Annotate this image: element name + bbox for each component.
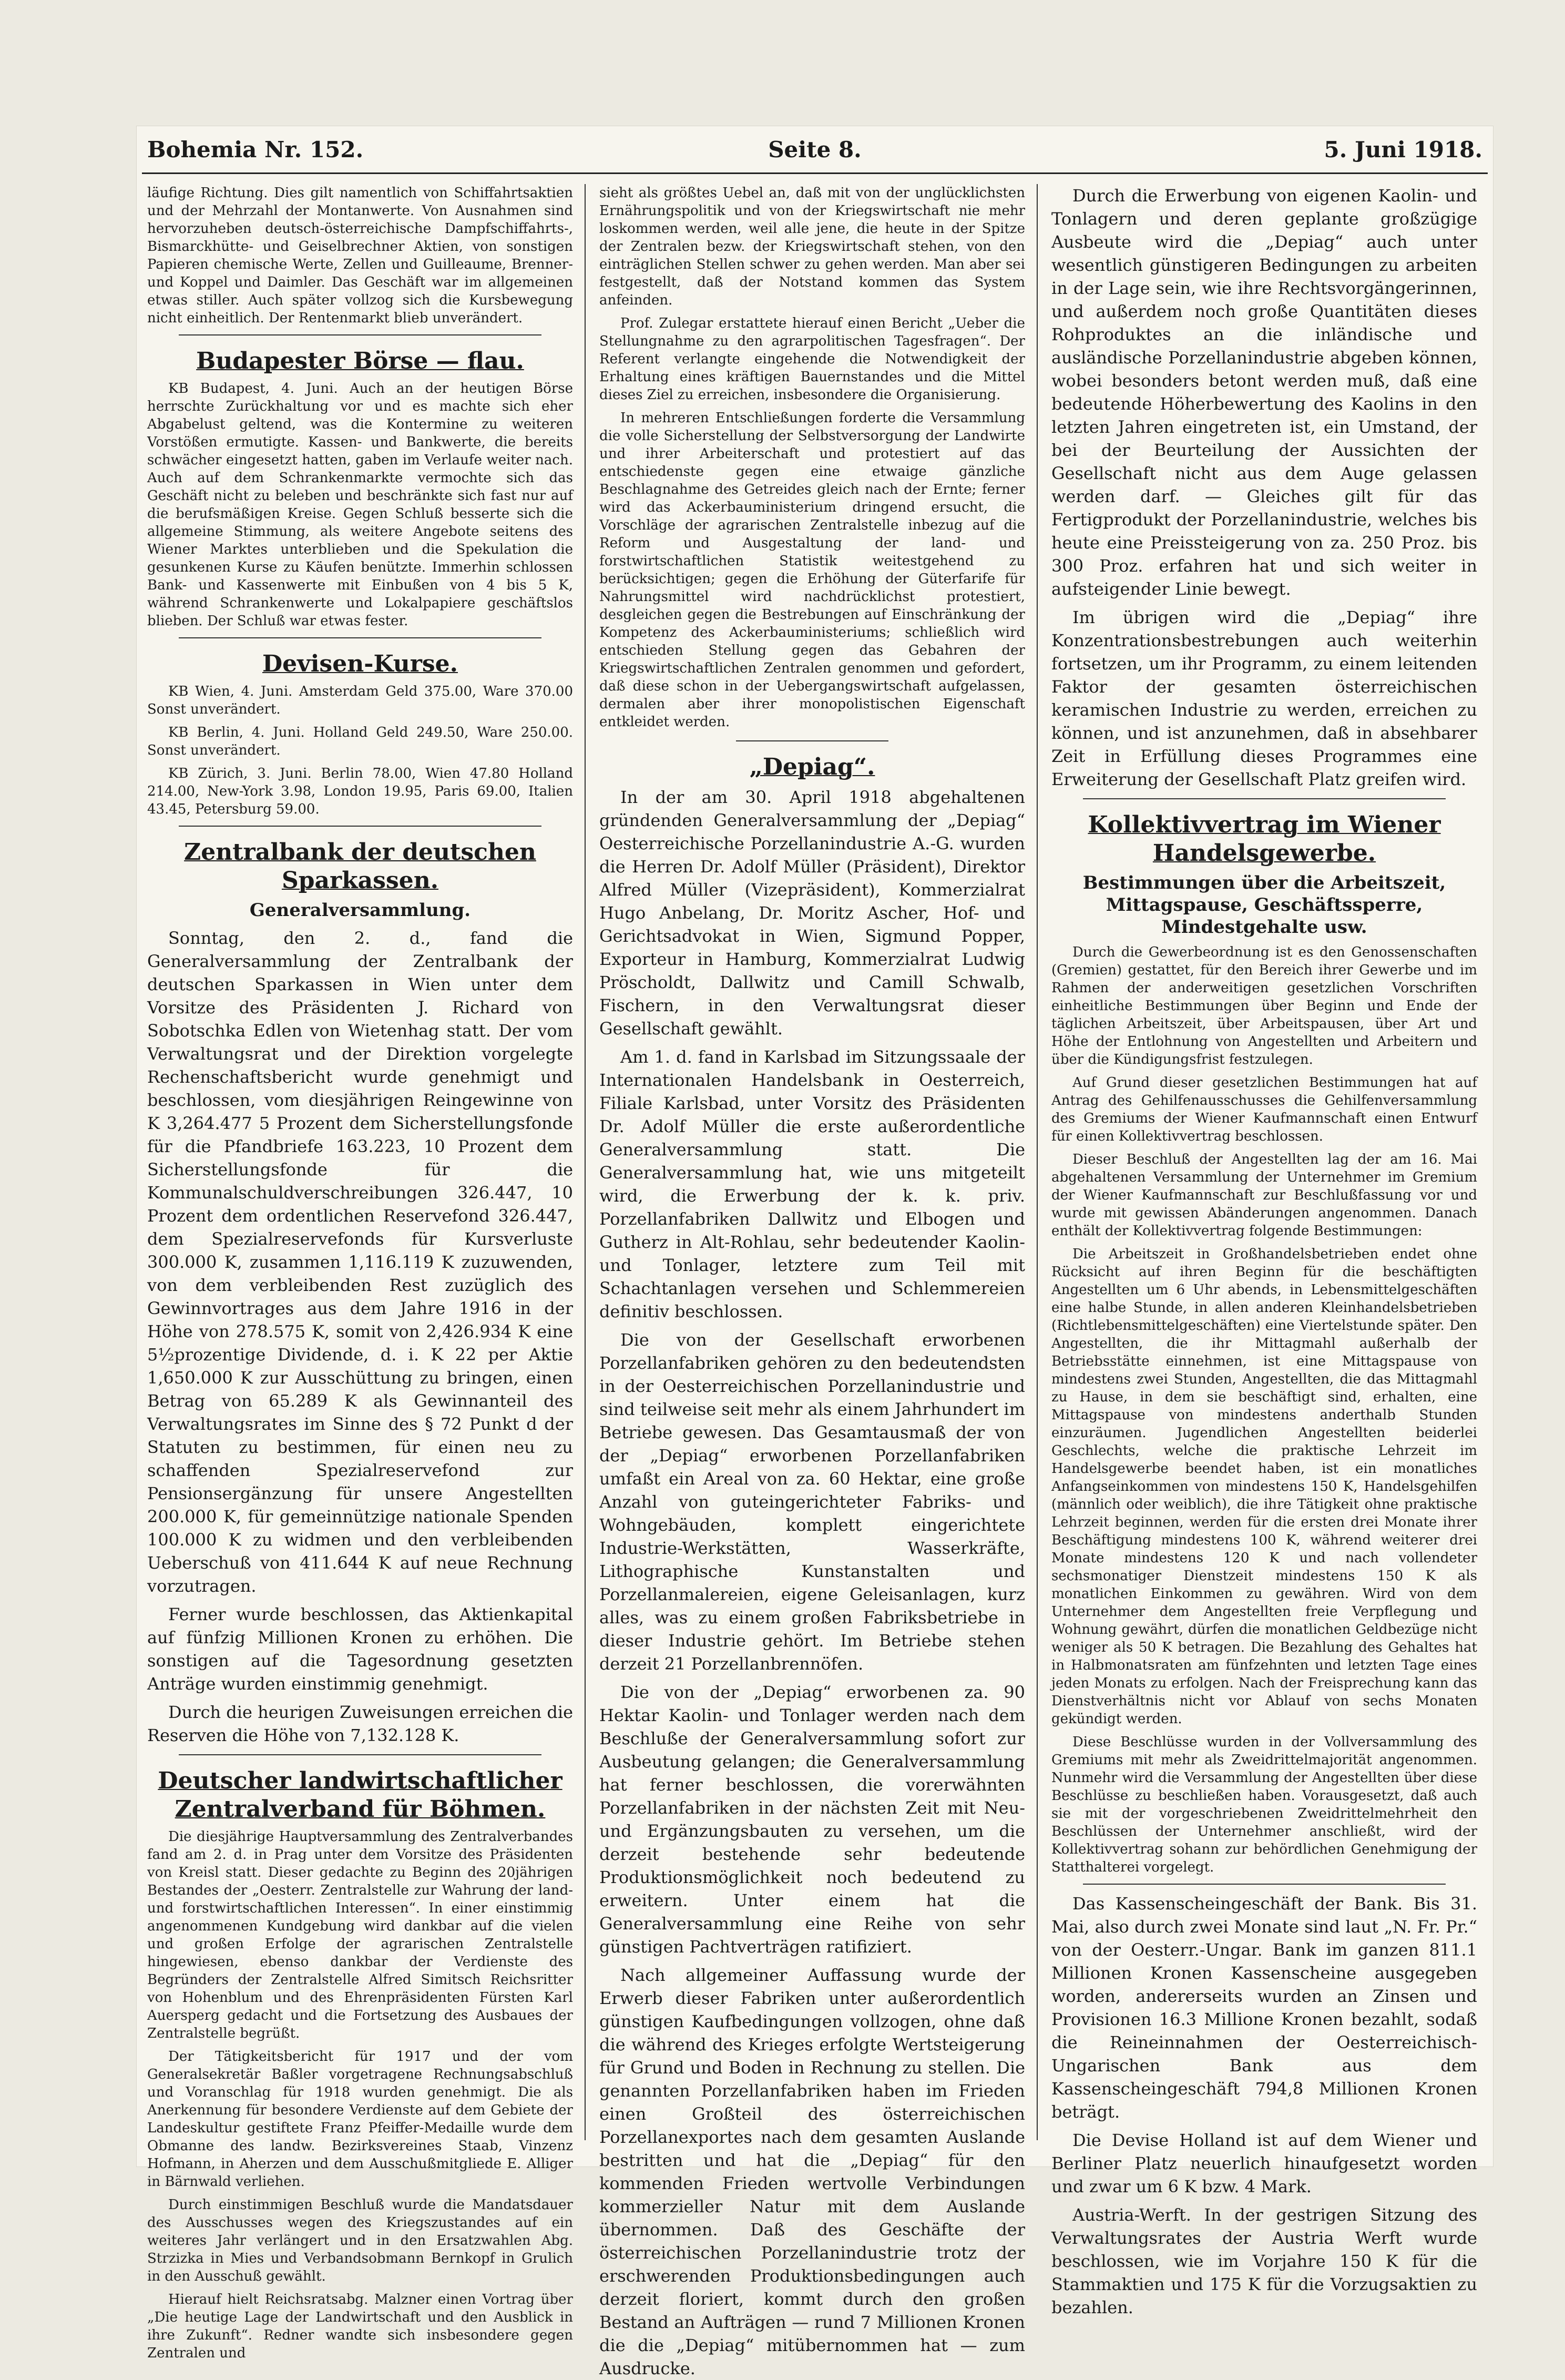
depiag-p4: Die von der „Depiag“ erworbenen za. 90 Hektar Kaolin- und Tonlager werden nach dem Beschluße der Generalversammlung sofort zur Ausbeutung gelangen; die Generalversammlung hat ferner beschlossen, die vorerwähnten Porzellanfabriken in der nächsten Zeit mit Neu- und Ergänzungsbauten zu versehen, um die derzeit bestehende sehr bedeutende Produktionsmöglichkeit noch bedeutend zu erweitern. Unter einem hat die Generalversammlung eine Reihe von sehr günstigen Pachtverträgen ratifiziert. bbox=[599, 1682, 1025, 1957]
depiag-p2: Am 1. d. fand in Karlsbad im Sitzungssaale der Internationalen Handelsbank in Oesterreich, Filiale Karlsbad, unter Vorsitz des Präsidenten Dr. Adolf Müller die erste außerordentliche Generalversammlung statt. Die Generalversammlung hat, wie uns mitgeteilt wird, die Erwerbung der k. k. priv. Porzellanfabriken Dallwitz und Elbogen und Gutherz in Alt-Rohlau, sehr bedeutender Kaolin- und Tonlager, letztere zum Teil mit Schachtanlagen versehen und Schlemmereien definitiv beschlossen. bbox=[599, 1047, 1025, 1321]
kollektivvertrag-p4: Die Arbeitszeit in Großhandelsbetrieben endet ohne Rücksicht auf ihren Beginn für die beschäftigten Angestellten um 6 Uhr abends, in Lebensmittelgeschäften eine halbe Stunde, in allen anderen Kleinhandelsbetrieben (Richtlebensmittelgeschäften) eine Viertelstunde später. Den Angestellten, die ihr Mittagmahl außerhalb der Betriebsstätte einnehmen, ist eine Mittagspause von mindestens zwei Stunden, Angestellten, die das Mittagmahl zu Hause, in dem sie beschäftigt sind, erhalten, eine Mittagspause von mindestens anderthalb Stunden einzuräumen. Jugendlichen Angestellten beiderlei Geschlechts, welche die praktische Lehrzeit im Handelsgewerbe beendet haben, ist ein monatliches Anfangseinkommen von mindestens 150 K, Handelsgehilfen (männlich oder weiblich), die ihre Tätigkeit ohne praktische Lehrzeit beginnen, werden für die ersten drei Monate ihrer Beschäftigung mindestens 100 K, während weiterer drei Monate mindestens 120 K und nach vollendeter sechsmonatiger Dienstzeit mindestens 150 K als monatlichen Einkommen zu gewähren. Wird von dem Unternehmer dem Angestellten freie Verpflegung und Wohnung gewährt, dürfen die monatlichen Geldbezüge nicht weniger als 50 K betragen. Die Bezahlung des Gehaltes hat in Halbmonatsraten am fünfzehnten und letzten Tage eines jeden Monats zu erfolgen. Nach der Freisprechung kann das Dienstverhältnis nicht vor Ablauf von sechs Monaten gekündigt werden. bbox=[1051, 1246, 1477, 1727]
kollektivvertrag-heading: Kollektivvertrag im Wiener Handelsgewerbe. bbox=[1088, 811, 1441, 867]
kollektivvertrag-p2: Auf Grund dieser gesetzlichen Bestimmungen hat auf Antrag des Gehilfenausschusses die Gehilfenversammlung des Gremiums der Wiener Kaufmannschaft einen Entwurf für einen Kollektivvertrag beschlossen. bbox=[1051, 1075, 1477, 1144]
austria-werft-notice: Austria-Werft. In der gestrigen Sitzung des Verwaltungsrates der Austria Werft wurde beschlossen, wie im Vorjahre 150 K für die Stammaktien und 175 K für die Vorzugsaktien zu bezahlen. bbox=[1051, 2205, 1477, 2317]
landwirtschaft-p4: Hierauf hielt Reichsratsabg. Malzner einen Vortrag über „Die heutige Lage der Landwirtschaft und den Ausblick in ihre Zukunft“. Redner wandte sich insbesondere gegen Zentralen und bbox=[147, 2292, 573, 2361]
depiag-p5: Nach allgemeiner Auffassung wurde der Erwerb dieser Fabriken unter außerordentlich günstigen Kaufbedingungen vollzogen, ohne daß die während des Krieges erfolgte Wertsteigerung für Grund und Boden in Rechnung zu stellen. Die genannten Porzellanfabriken haben im Frieden einen Großteil des österreichischen Porzellanexportes nach dem gesamten Auslande bestritten und hat die „Depiag“ für den kommenden Frieden wertvolle Verbindungen kommerzieller Natur mit dem Auslande übernommen. Daß des Geschäfte der österreichischen Porzellanindustrie trotz der erschwerenden Produktionsbedingungen auch derzeit floriert, kommt durch den großen Bestand an Aufträgen — rund 7 Millionen Kronen die die „Depiag“ mitübernommen hat — zum Ausdrucke. bbox=[599, 1965, 1025, 2378]
zentralbank-subheading: Generalversammlung. bbox=[249, 900, 471, 921]
landwirtschaft-continuation: sieht als größtes Uebel an, daß mit von der unglücklichsten Ernährungspolitik und von der Kriegswirtschaft nie mehr loskommen werden, weil alle jene, die heute in der Spitze der Zentralen bezw. der Kriegswirtschaft stehen, von den einträglichen Stellen schwer zu gehen werden. Man aber sei festgestellt, daß der Notstand kommen das System anfeinden. bbox=[599, 185, 1025, 308]
budapest-text: KB Budapest, 4. Juni. Auch an der heutigen Börse herrschte Zurückhaltung vor und es machte sich eher Abgabelust geltend, was die Kontermine zu weiteren Vorstößen ermutigte. Kassen- und Bankwerte, die bereits schwächer eingesetzt hatten, gaben im Verlaufe weiter nach. Auch auf dem Schrankenmarkte vermochte sich das Geschäft nicht zu beleben und beschränkte sich fast nur auf die berufsmäßigen Kreise. Gegen Schluß besserte sich die allgemeine Stimmung, als weitere Angebote seitens des Wiener Marktes unterblieben und die Spekulation die gesunkenen Kurse zu Käufen benützte. Immerhin schlossen Bank- und Kassenwerte mit Einbußen von 4 bis 5 K, während Schrankenwerte und Lokalpapiere geschäftslos blieben. Der Schluß war etwas fester. bbox=[147, 381, 573, 629]
header-rule bbox=[142, 172, 1488, 174]
section-rule bbox=[1083, 798, 1446, 799]
depiag-heading: „Depiag“. bbox=[749, 754, 875, 780]
budapest-heading: Budapester Börse — flau. bbox=[196, 348, 524, 374]
kollektivvertrag-subheading: Bestimmungen über die Arbeitszeit, Mittagspause, Geschäftssperre, Mindestgehalte usw. bbox=[1082, 872, 1446, 938]
zentralbank-heading: Zentralbank der deutschen Sparkassen. bbox=[184, 839, 536, 894]
landwirtschaft-heading: Deutscher landwirtschaftlicher Zentralverband für Böhmen. bbox=[158, 1767, 562, 1823]
section-rule bbox=[179, 1754, 541, 1755]
column-divider bbox=[1037, 184, 1038, 2140]
column-1 bbox=[147, 184, 573, 2361]
market-report-continuation: läufige Richtung. Dies gilt namentlich von Schiffahrtsaktien und der Mehrzahl der Montanwerte. Von Ausnahmen sind hervorzuheben deutsch-österreichische Dampfschiffahrts-, Bismarckhütte- und Geiselbrechner Aktien, von sonstigen Papieren chemische Werte, Zellen und Guilleaume, Brenner- und Koppel und Daimler. Das Geschäft war im allgemeinen etwas stiller. Auch später vollzog sich die Kursbewegung nicht einheitlich. Der Rentenmarkt blieb unverändert. bbox=[147, 185, 573, 326]
landwirtschaft-p3: Durch einstimmigen Beschluß wurde die Mandatsdauer des Ausschusses wegen des Kriegszustandes auf ein weiteres Jahr verlängert und in den Ersatzwahlen Abg. Strzizka in Mies und Verbandsobmann Bernkopf in Grulich in den Ausschuß gewählt. bbox=[147, 2197, 573, 2284]
landwirtschaft-p2: Der Tätigkeitsbericht für 1917 und der vom Generalsekretär Baßler vorgetragene Rechnungsabschluß und Voranschlag für 1918 wurden genehmigt. Die als Anerkennung für besondere Verdienste auf dem Gebiete der Landeskultur gestiftete Franz Pfeiffer-Medaille wurde dem Obmanne des landw. Bezirksvereines Staab, Vinzenz Hofmann, in Aherzen und dem Ausschußmitgliede E. Alliger in Bärnwald verliehen. bbox=[147, 2049, 573, 2190]
section-rule bbox=[1083, 1884, 1446, 1885]
issue-number: Bohemia Nr. 152. bbox=[147, 137, 364, 162]
depiag-continuation-p1: Durch die Erwerbung von eigenen Kaolin- und Tonlagern und deren geplante großzügige Ausbeute wird die „Depiag“ auch unter wesentlich günstigeren Bedingungen zu arbeiten in der Lage sein, wie ihre Rechtsvorgängerinnen, und außerdem noch große Quantitäten dieses Rohproduktes an die inländische und ausländische Porzellanindustrie abgeben können, wobei besonders betont werden muß, daß eine bedeutende Höherbewertung des Kaolins in den letzten Jahren eingetreten ist, ein Umstand, der bei der Beurteilung der Aussichten der Gesellschaft nicht aus dem Auge gelassen werden darf. — Gleiches gilt für das Fertigprodukt der Porzellanindustrie, welches bis heute eine Preissteigerung von za. 250 Proz. bis 300 Proz. erfahren hat und sich weiter in aufsteigender Linie bewegt. bbox=[1051, 186, 1477, 599]
entschliessungen-text: In mehreren Entschließungen forderte die Versammlung die volle Sicherstellung der Selbstversorgung der Landwirte und ihrer Arbeiterschaft und protestiert auf das entschiedenste gegen eine etwaige gänzliche Beschlagnahme des Getreides gleich nach der Ernte; ferner wird das Ackerbauministerium dringend ersucht, die Vorschläge der agrarischen Zentralstelle inbezug auf die Reform und Ausgestaltung der land- und forstwirtschaftlichen Statistik weitestgehend zu berücksichtigen; gegen die Erhöhung der Güterfarife für Nahrungsmittel wird nachdrücklichst protestiert, desgleichen gegen die Bestrebungen auf Einschränkung der Kompetenz des Ackerbauministeriums; schließlich wird entschieden Stellung gegen das Gebahren der Kriegswirtschaftlichen Zentralen genommen und gefordert, daß diese schon in der Uebergangswirtschaft aufgelassen, dermalen aber ihrer monopolistischen Eigenschaft entkleidet werden. bbox=[599, 410, 1025, 730]
kollektivvertrag-p1: Durch die Gewerbeordnung ist es den Genossenschaften (Gremien) gestattet, für den Bereich ihrer Gewerbe und im Rahmen der anderweitigen gesetzlichen Vorschriften einheitliche Bestimmungen über Beginn und Ende der täglichen Arbeitszeit, über Arbeitspausen, über Art und Höhe der Entlohnung von Angestellten und Arbeitern und über die Kündigungsfrist festzulegen. bbox=[1051, 944, 1477, 1067]
column-3 bbox=[1051, 184, 1477, 2317]
devisen-heading: Devisen-Kurse. bbox=[262, 650, 458, 677]
kollektivvertrag-p3: Dieser Beschluß der Angestellten lag der am 16. Mai abgehaltenen Versammlung der Unternehmer im Gremium der Wiener Kaufmannschaft zur Beschlußfassung vor und wurde mit gewissen Abänderungen angenommen. Danach enthält der Kollektivvertrag folgende Bestimmungen: bbox=[1051, 1152, 1477, 1239]
zentralbank-p2: Ferner wurde beschlossen, das Aktienkapital auf fünfzig Millionen Kronen zu erhöhen. Die sonstigen auf die Tagesordnung gesetzten Anträge wurden einstimmig genehmigt. bbox=[147, 1604, 573, 1694]
depiag-p3: Die von der Gesellschaft erworbenen Porzellanfabriken gehören zu den bedeutendsten in der Oesterreichischen Porzellanindustrie und sind teilweise seit mehr als einem Jahrhundert im Betriebe gewesen. Das Gesamtausmaß der von der „Depiag“ erworbenen Porzellanfabriken umfaßt ein Areal von za. 60 Hektar, eine große Anzahl von guteingerichteter Fabriks- und Wohngebäuden, komplett eingerichtete Industrie-Werkstätten, Wasserkräfte, Lithographische Kunstanstalten und Porzellanmalereien, eigene Geleisanlagen, kurz alles, was zu einem großen Fabriksbetriebe in dieser Industrie gehört. Im Betriebe stehen derzeit 21 Porzellanbrennöfen. bbox=[599, 1330, 1025, 1674]
newspaper-page bbox=[137, 126, 1493, 2378]
column-2 bbox=[599, 184, 1025, 2378]
depiag-p1: In der am 30. April 1918 abgehaltenen gründenden Generalversammlung der „Depiag“ Oesterreichische Porzellanindustrie A.-G. wurden die Herren Dr. Adolf Müller (Präsident), Direktor Alfred Müller (Vizepräsident), Kommerzialrat Hugo Anbelang, Dr. Moritz Ascher, Hof- und Gerichtsadvokat in Wien, Sigmund Popper, Exporteur in Hamburg, Kommerzialrat Ludwig Pröscholdt, Dallwitz und Camill Schwalb, Fischern, in den Verwaltungsrat dieser Gesellschaft gewählt. bbox=[599, 787, 1025, 1039]
column-divider bbox=[585, 184, 586, 2140]
zentralbank-p3: Durch die heurigen Zuweisungen erreichen die Reserven die Höhe von 7,132.128 K. bbox=[147, 1702, 573, 1745]
issue-date: 5. Juni 1918. bbox=[1324, 137, 1482, 162]
section-rule bbox=[179, 637, 541, 638]
devisen-wien: KB Wien, 4. Juni. Amsterdam Geld 375.00, Ware 370.00 Sonst unverändert. bbox=[147, 684, 573, 717]
depiag-continuation-p2: Im übrigen wird die „Depiag“ ihre Konzentrationsbestrebungen auch weiterhin fortsetzen, um ihr Programm, zu einem leitenden Faktor der gesamten österreichischen keramischen Industrie zu werden, erreichen zu können, und ist anzunehmen, daß in absehbarer Zeit in Erfüllung dieses Programmes eine Erweiterung der Gesellschaft Platz greifen wird. bbox=[1051, 607, 1477, 789]
holland-notice: Die Devise Holland ist auf dem Wiener und Berliner Platz neuerlich hinaufgesetzt worden und zwar um 6 K bzw. 4 Mark. bbox=[1051, 2130, 1477, 2196]
page-header bbox=[137, 137, 1493, 168]
section-rule bbox=[736, 740, 888, 741]
kassenschein-notice: Das Kassenscheingeschäft der Bank. Bis 31. Mai, also durch zwei Monate sind laut „N. Fr. Pr.“ von der Oesterr.-Ungar. Bank im ganzen 811.1 Millionen Kronen Kassenscheine ausgegeben worden, andererseits wurden an Zinsen und Provisionen 16.3 Millione Kronen bezahlt, sodaß die Reineinnahmen der Oesterreichisch-Ungarischen Bank aus dem Kassenscheingeschäft 794,8 Millionen Kronen beträgt. bbox=[1051, 1894, 1477, 2122]
kollektivvertrag-p5: Diese Beschlüsse wurden in der Vollversammlung des Gremiums mit mehr als Zweidrittelmajorität angenommen. Nunmehr wird die Versammlung der Angestellten über diese Beschlüsse zu beschließen haben. Vorausgesetzt, daß auch sie mit der vorgeschriebenen Zweidrittelmehrheit den Beschlüssen der Unternehmer anschließt, wird der Kollektivvertrag sohann zur behördlichen Genehmigung der Statthalterei vorgelegt. bbox=[1051, 1734, 1477, 1875]
zulegar-report: Prof. Zulegar erstattete hierauf einen Bericht „Ueber die Stellungnahme zu den agrarpolitischen Tagesfragen“. Der Referent verlangte eingehende die Notwendigkeit der Erhaltung eines kräftigen Bauernstandes und die Mittel dieses Ziel zu erreichen, insbesondere die Organisierung. bbox=[599, 316, 1025, 403]
devisen-zuerich: KB Zürich, 3. Juni. Berlin 78.00, Wien 47.80 Holland 214.00, New-York 3.98, London 19.95, Paris 69.00, Italien 43.45, Petersburg 59.00. bbox=[147, 766, 573, 817]
section-rule bbox=[179, 334, 541, 335]
landwirtschaft-p1: Die diesjährige Hauptversammlung des Zentralverbandes fand am 2. d. in Prag unter dem Vorsitze des Präsidenten von Kreisl statt. Dieser gedachte zu Beginn des 20jährigen Bestandes der „Oesterr. Zentralstelle zur Wahrung der land- und forstwirtschaftlichen Interessen“. In einer einstimmig angenommenen Kundgebung wird dankbar auf die vielen und großen Erfolge der agrarischen Zentralstelle hingewiesen, ebenso dankbar der Verdienste des Begründers der Zentralstelle Alfred Simitsch Reichsritter von Hohenblum und des Ehrenpräsidenten Fürsten Karl Auersperg gedacht und die Fortsetzung des Ausbaues der Zentralstelle begrüßt. bbox=[147, 1829, 573, 2041]
section-rule bbox=[179, 826, 541, 827]
devisen-berlin: KB Berlin, 4. Juni. Holland Geld 249.50, Ware 250.00. Sonst unverändert. bbox=[147, 725, 573, 758]
page-number: Seite 8. bbox=[768, 137, 862, 162]
zentralbank-p1: Sonntag, den 2. d., fand die Generalversammlung der Zentralbank der deutschen Sparkassen in Wien unter dem Vorsitze des Präsidenten J. Richard von Sobotschka Edlen von Wietenhag statt. Der vom Verwaltungsrat und der Direktion vorgelegte Rechenschaftsbericht wurde genehmigt und beschlossen, vom diesjährigen Reingewinne von K 3,264.477 5 Prozent dem Sicherstellungsfonde für die Pfandbriefe 163.223, 10 Prozent dem Sicherstellungsfonde für die Kommunalschuldverschreibungen 326.447, 10 Prozent dem ordentlichen Reservefond 326.447, dem Spezialreservefonds für Kursverluste 300.000 K, zusammen 1,116.119 K zuzuwenden, von dem verbleibenden Rest zuzüglich des Gewinnvortrages aus dem Jahre 1916 in der Höhe von 278.575 K, somit von 2,426.934 K eine 5½prozentige Dividende, d. i. K 22 per Aktie 1,650.000 K zur Ausschüttung zu bringen, einen Betrag von 65.289 K als Gewinnanteil des Verwaltungsrates im Sinne des § 72 Punkt d der Statuten zu bestimmen, für einen neu zu schaffenden Spezialreservefond zur Pensionsergänzung für unsere Angestellten 200.000 K, für gemeinnützige nationale Spenden 100.000 K zu widmen und den verbleibenden Ueberschuß von 411.644 K auf neue Rechnung vorzutragen. bbox=[147, 928, 573, 1596]
